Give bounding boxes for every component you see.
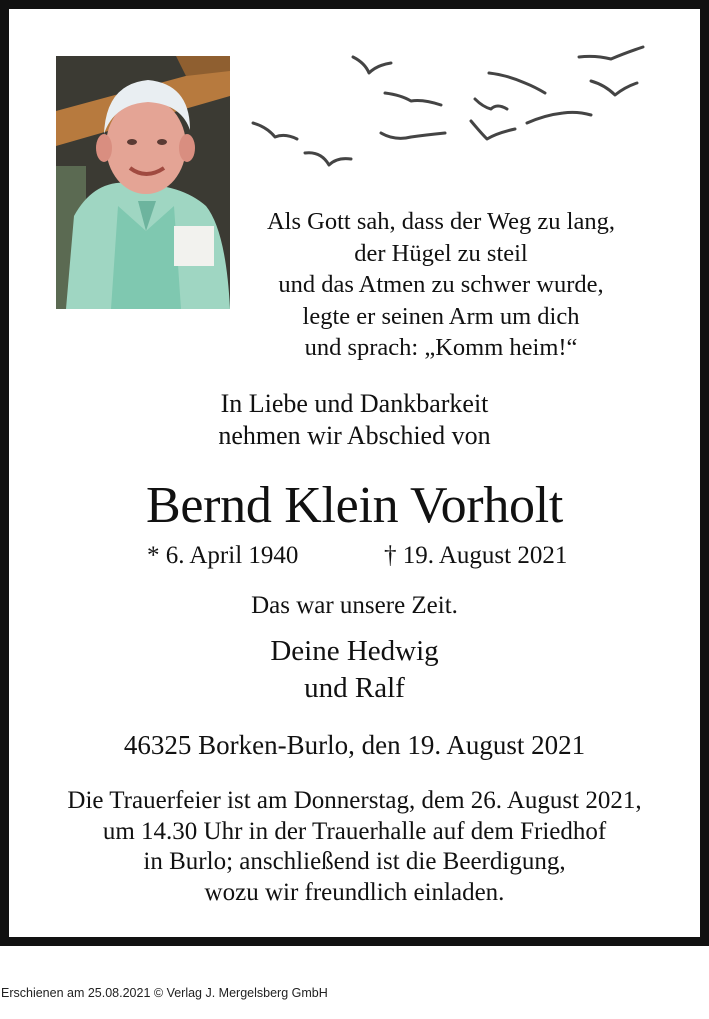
- seagulls-illustration: [245, 41, 655, 181]
- family-signature: [0, 633, 709, 707]
- place-and-date: 46325 Borken-Burlo, den 19. August 2021: [123, 730, 586, 760]
- birth-date: * 6. April 1940: [147, 542, 299, 569]
- poem-line: und sprach: „Komm heim!“: [304, 334, 578, 361]
- service-line: um 14.30 Uhr in der Trauerhalle auf dem Friedhof: [102, 817, 607, 845]
- service-line: Die Trauerfeier ist am Donnerstag, dem 26. August 2021,: [67, 787, 642, 814]
- poem-line: Als Gott sah, dass der Weg zu lang,: [266, 208, 615, 235]
- deceased-name: Bernd Klein Vorholt: [145, 477, 564, 534]
- poem-line: legte er seinen Arm um dich: [302, 302, 580, 330]
- funeral-service-info: [0, 786, 709, 908]
- closing-line: Das war unsere Zeit.: [251, 592, 458, 619]
- portrait-photo: [56, 56, 230, 309]
- poem-line: der Hügel zu steil: [354, 239, 528, 267]
- poem-line: und das Atmen zu schwer wurde,: [278, 271, 604, 298]
- service-line: wozu wir freundlich einladen.: [204, 878, 505, 906]
- publication-footer: Erschienen am 25.08.2021 © Verlag J. Mergelsberg GmbH: [1, 986, 328, 1000]
- death-date: † 19. August 2021: [384, 542, 568, 569]
- family-line: Deine Hedwig: [270, 635, 439, 667]
- family-line: und Ralf: [304, 672, 405, 704]
- intro-line: In Liebe und Dankbarkeit: [220, 389, 489, 418]
- intro-text: [0, 388, 709, 452]
- service-line: in Burlo; anschließend ist die Beerdigung,: [143, 848, 566, 875]
- poem: [231, 206, 651, 364]
- intro-line: nehmen wir Abschied von: [218, 421, 491, 450]
